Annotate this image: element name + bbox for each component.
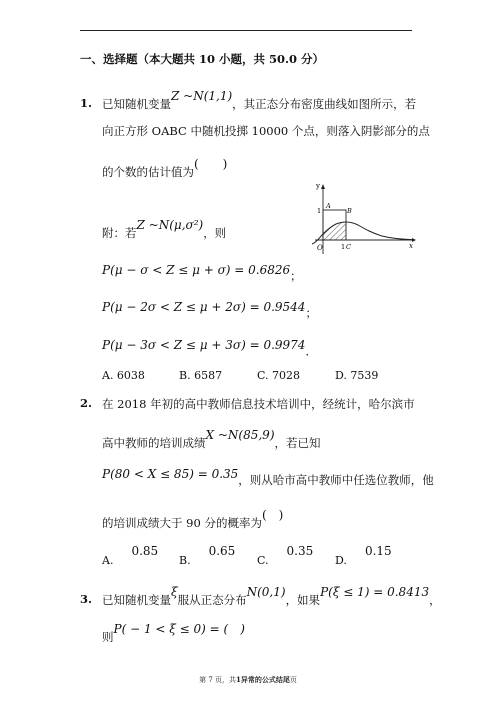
q1-option-c[interactable]: C. 7028: [257, 369, 301, 382]
q2-line2-post: ，若已知: [274, 436, 321, 450]
q2-cond: P(80 < X ≤ 85) = 0.35: [102, 467, 239, 481]
page-footer: [0, 675, 496, 685]
q3-xi: ξ: [171, 585, 178, 599]
q1-note-post: ，则: [203, 226, 227, 240]
q2-dist: X ~N(85,9): [205, 428, 275, 442]
q1-post: ，其正态分布密度曲线如图所示，若: [232, 97, 417, 111]
q2-line2-pre: 高中教师的培训成绩: [102, 436, 206, 450]
section-title: 一、选择题（本大题共 10 小题，共 50.0 分）: [80, 52, 325, 66]
q2-line1: 在 2018 年初的高中教师信息技术培训中，经统计，哈尔滨市: [102, 397, 415, 411]
footer-bold: 1异常的公式结尾: [236, 675, 290, 684]
q1-prob2-formula: P(μ − 2σ < Z ≤ μ + 2σ) = 0.9544: [102, 300, 306, 314]
q1-prob3-formula: P(μ − 3σ < Z ≤ μ + 3σ) = 0.9974: [102, 338, 306, 352]
q1-note: [102, 218, 227, 241]
q1-prob2: [102, 296, 317, 320]
q1-dist: Z ~N(1,1): [171, 89, 233, 103]
q2-number: 2.: [80, 396, 93, 410]
q1-prob3-sep: ．: [305, 344, 317, 358]
q1-line2: 向正方形 OABC 中随机投掷 10000 个点，则落入阴影部分的点: [102, 124, 430, 138]
label-c: C: [346, 243, 351, 251]
q2-option-b-value: 0.65: [208, 544, 236, 558]
q2-option-b[interactable]: [179, 544, 236, 567]
label-one-x: 1: [341, 243, 346, 251]
label-a: A: [326, 202, 331, 210]
q3-cond: P(ξ ≤ 1) = 0.8413: [320, 585, 430, 599]
q2-option-b-letter: B.: [179, 554, 191, 567]
label-x: x: [409, 242, 413, 250]
q1-number: 1.: [80, 96, 93, 110]
label-one-y: 1: [317, 207, 322, 215]
q1-prob1-sep: ；: [290, 269, 302, 283]
q2-option-c-value: 0.35: [286, 544, 314, 558]
q1-prob2-sep: ；: [305, 306, 317, 320]
y-axis-arrow: [321, 184, 325, 189]
header-rule: [80, 30, 412, 31]
q2-option-c[interactable]: [257, 544, 314, 567]
q2-option-d-value: 0.15: [364, 544, 392, 558]
footer-pre: 第 7 页，共: [199, 676, 237, 684]
q2-option-a-value: 0.85: [131, 544, 159, 558]
q1-prob1: [102, 259, 302, 283]
footer-post: 页: [289, 676, 297, 684]
label-o: O: [317, 244, 323, 252]
q2-option-d[interactable]: [335, 544, 392, 567]
q1-note-dist: Z ~N(μ,σ²): [136, 218, 204, 232]
label-y: y: [316, 182, 320, 190]
q3-line1: [102, 585, 441, 608]
normal-curve-figure: [310, 180, 420, 258]
q2-line4-text: 的培训成绩大于 90 分的概率为: [102, 516, 262, 530]
q3-mid2: ，如果: [285, 593, 321, 607]
q1-pre: 已知随机变量: [102, 97, 171, 111]
q3-comma: ，: [429, 593, 441, 607]
q1-blank: ( ): [194, 157, 228, 171]
q1-option-d[interactable]: D. 7539: [335, 369, 379, 382]
q3-number: 3.: [80, 592, 93, 606]
q3-ask: P( − 1 < ξ ≤ 0) = ( ): [113, 622, 245, 636]
q1-line1: [102, 89, 417, 112]
q2-line3: [102, 463, 434, 487]
q2-option-a-letter: A.: [102, 554, 114, 567]
q1-note-pre: 附：若: [102, 226, 137, 240]
q2-cond-post: ，则从哈市高中教师中任选位教师，他: [238, 473, 434, 487]
label-b: B: [347, 207, 352, 215]
q1-line3-text: 的个数的估计值为: [102, 165, 194, 179]
q3-dist: N(0,1): [246, 585, 286, 599]
q3-pre: 已知随机变量: [102, 593, 171, 607]
q1-option-b[interactable]: B. 6587: [179, 369, 223, 382]
q2-line4: [102, 508, 284, 531]
q3-line2: [102, 622, 245, 645]
q1-line3: [102, 157, 228, 180]
q1-prob1-formula: P(μ − σ < Z ≤ μ + σ) = 0.6826: [102, 263, 291, 277]
q2-option-d-letter: D.: [335, 554, 347, 567]
q2-option-c-letter: C.: [257, 554, 269, 567]
q2-option-a[interactable]: [102, 544, 159, 567]
q2-blank: ( ): [261, 508, 284, 522]
q3-mid: 服从正态分布: [177, 593, 247, 607]
q1-option-a[interactable]: A. 6038: [102, 369, 145, 382]
q3-line2-pre: 则: [102, 630, 114, 644]
q1-prob3: [102, 334, 317, 358]
q2-line2: [102, 428, 321, 451]
